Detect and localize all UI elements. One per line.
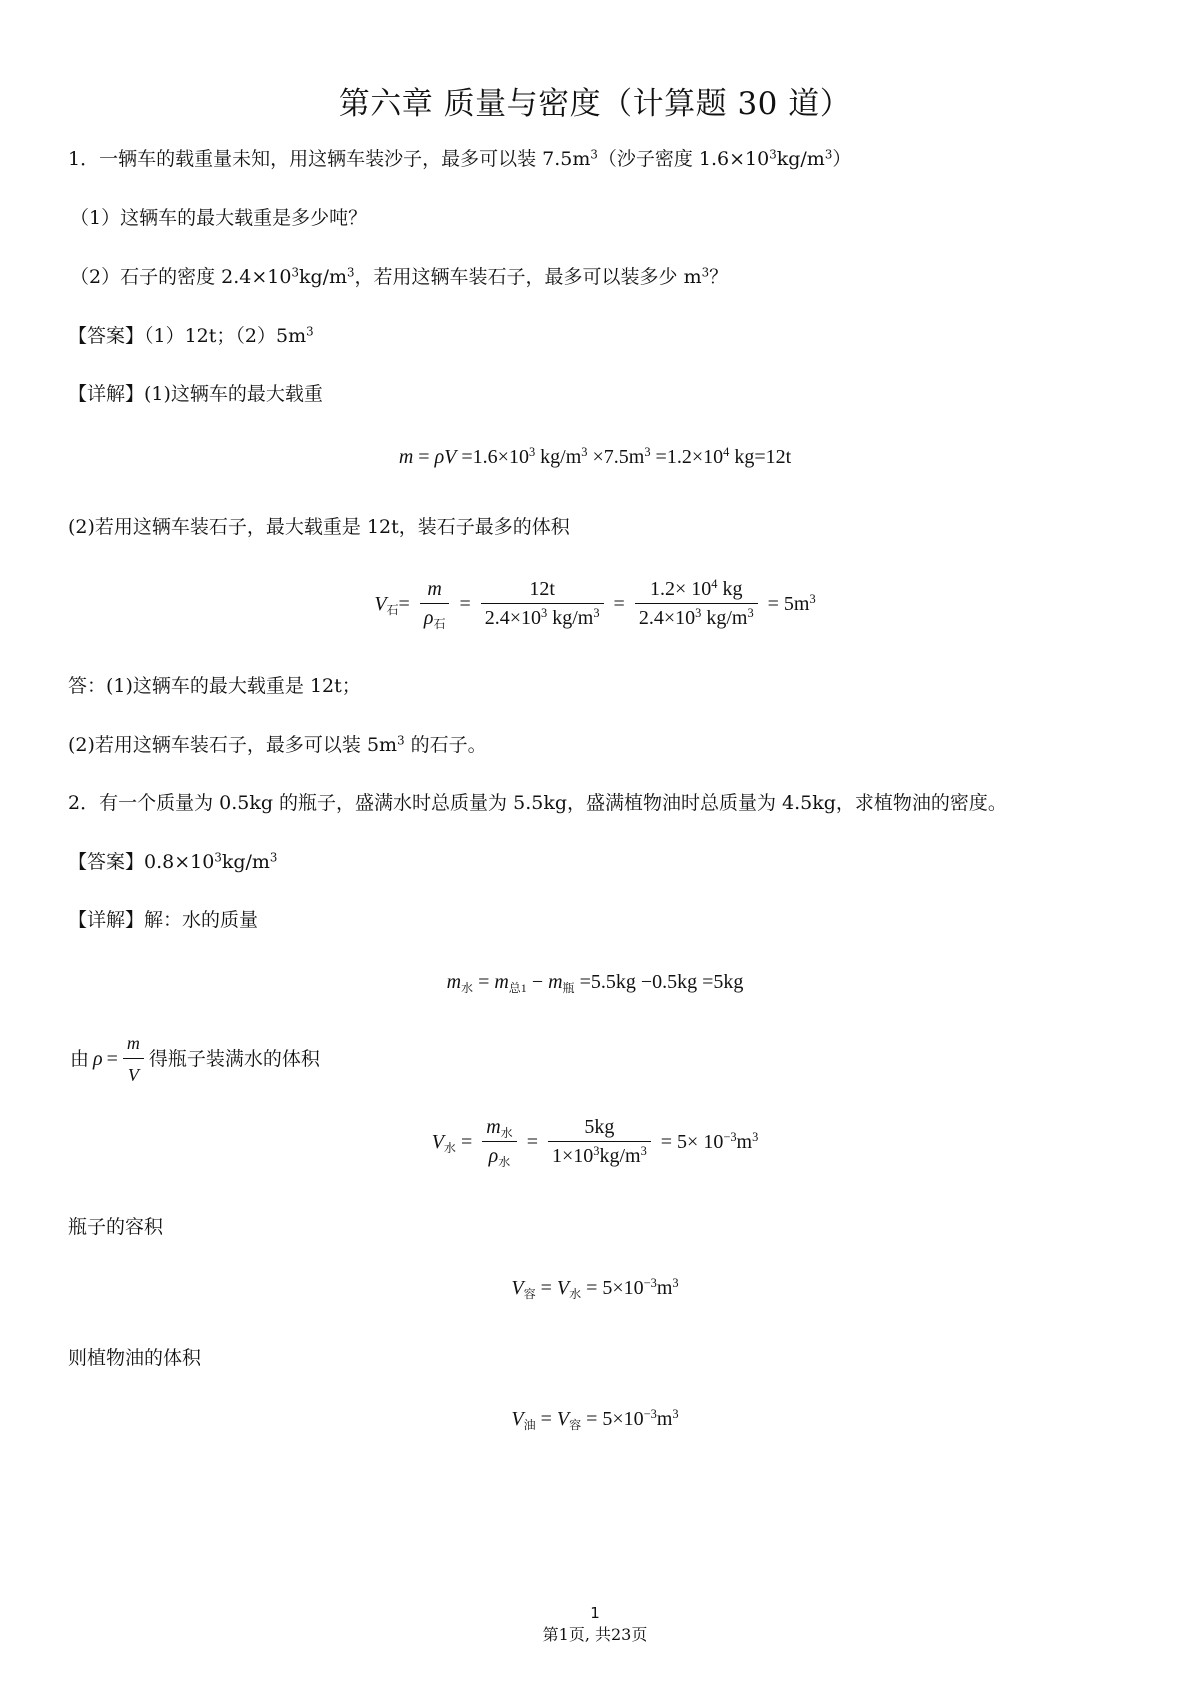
question-2-oil-label: 则植物油的体积 <box>68 1347 202 1369</box>
fraction: $\frac{1.2\times 10^4 kg}{2.4\times 10^3 kg/m^3}$ <box>635 578 758 630</box>
question-2-capacity-label: 瓶子的容积 <box>68 1216 164 1238</box>
question-2-density-line: 由ρ= $\frac{m}{V}$ 得瓶子装满水的体积 <box>68 1030 322 1088</box>
page-info: 第1页, 共23页 <box>542 1625 648 1644</box>
question-1-part-2: （2）石子的密度 $2.4\times 10^3kg/m^3$，若用这辆车装石子，最多可以装多少 $m^3$？ <box>70 265 729 288</box>
question-1-line-2: (2)若用这辆车装石子，最大载重是 12t，装石子最多的体积 <box>68 516 570 538</box>
question-2-formula-water-volume: $V_水$ = $\frac{m_水}{\rho_水}$ = $\frac{5kg}{1\times 10^3kg/m^3}$ = $5\times 10^{-3}m^3$ <box>431 1116 759 1170</box>
question-2-formula-oil-volume: $V_油 = V_容 = 5\times 10^{-3}m^3$ <box>511 1407 679 1433</box>
page-title: 第六章 质量与密度（计算题 30 道） <box>338 86 852 122</box>
question-2-answer: 【答案】$0.8\times 10^3kg/m^3$ <box>68 850 278 873</box>
question-2-stem: 2．有一个质量为 0.5kg 的瓶子，盛满水时总质量为 5.5kg，盛满植物油时总质量为 4.5kg，求植物油的密度。 <box>68 792 1007 814</box>
question-1-detail: 【详解】(1)这辆车的最大载重 <box>68 383 323 405</box>
question-2-formula-capacity: $V_容 = V_水 = 5\times 10^{-3}m^3$ <box>511 1276 679 1302</box>
fraction: $\frac{m_水}{\rho_水}$ <box>482 1116 516 1168</box>
question-1-stem: 1．一辆车的载重量未知，用这辆车装沙子，最多可以装 $7.5m^3$（沙子密度 $1.6\times 10^3kg/m^3$） <box>68 147 852 170</box>
question-2-formula-water-mass: $m_水 = m_{总1} - m_瓶 =5.5kg -0.5kg =5kg$ <box>446 971 744 996</box>
question-1-part-1: （1）这辆车的最大载重是多少吨？ <box>70 207 368 229</box>
question-1-answer: 【答案】（1）12t；$(2)5m^3$ <box>68 324 314 347</box>
question-2-detail: 【详解】解：水的质量 <box>68 909 259 931</box>
fraction: $\frac{12t}{2.4\times 10^3 kg/m^3}$ <box>481 578 604 630</box>
fraction: $\frac{m}{V}$ <box>123 1030 144 1088</box>
question-1-conclusion-2: (2)若用这辆车装石子，最多可以装 $5m^3$ 的石子。 <box>68 733 487 756</box>
question-1-conclusion-1: 答：(1)这辆车的最大载重是 12t； <box>68 675 361 697</box>
fraction: $\frac{m}{\rho_石}$ <box>420 578 450 630</box>
question-1-formula-volume: $V_石=$ $\frac{m}{\rho_石}$ = $\frac{12t}{2.4\times 10^3 kg/m^3}$ = $\frac{1.2\times 10^4 kg}{2.4\times 10^3 kg/m^3}$ = $5m^3$ <box>374 577 816 632</box>
fraction: $\frac{5kg}{1\times 10^3kg/m^3}$ <box>548 1116 651 1168</box>
question-1-formula-mass: $m = \rho V =1.6\times 10^3$ $kg/m^3 \times 7.5m^3 =1.2\times 10^4$ kg=12t <box>398 445 792 468</box>
page-number: 1 <box>590 1604 600 1622</box>
